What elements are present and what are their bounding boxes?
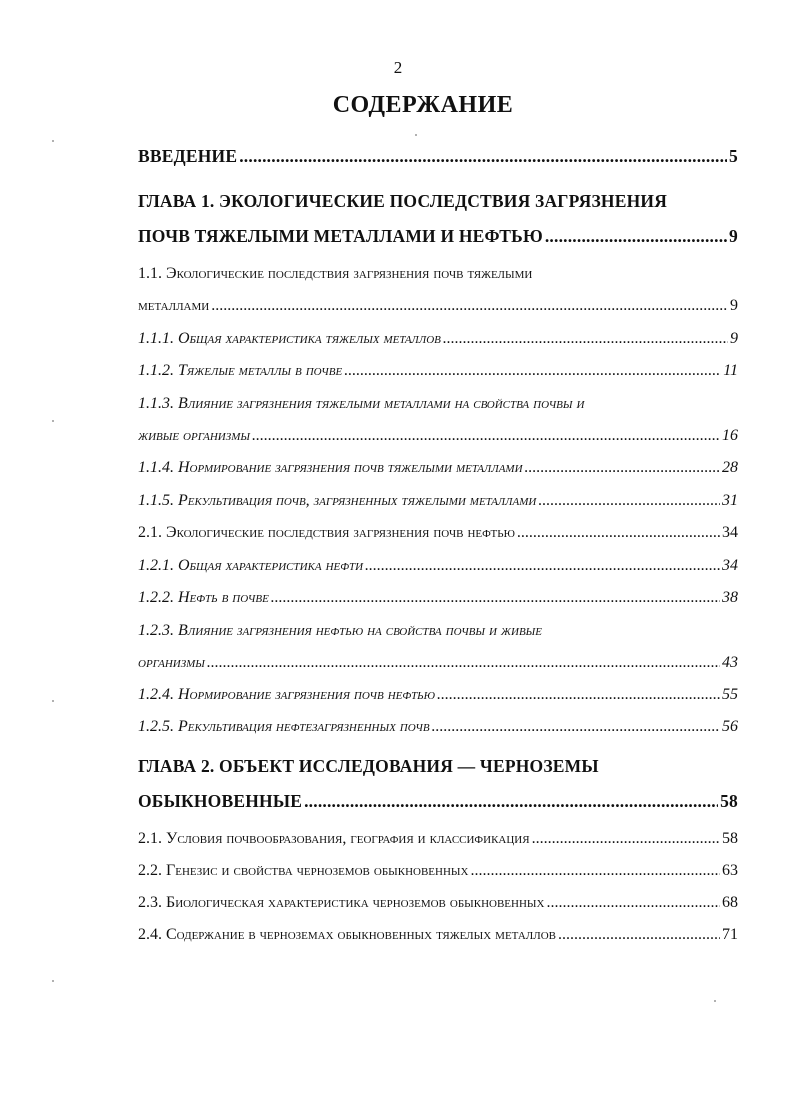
leader-dots	[470, 862, 720, 880]
toc-entry-label: металлами	[138, 297, 210, 314]
leader-dots	[437, 686, 720, 704]
scan-speck	[415, 134, 417, 136]
leader-dots	[443, 330, 728, 348]
toc-entry-1-1-3[interactable]	[138, 395, 738, 413]
toc-page-number: 9	[729, 226, 738, 246]
toc-entry-2-3[interactable]	[138, 894, 738, 912]
page-title: СОДЕРЖАНИЕ	[332, 92, 514, 118]
toc-entry-1-1-4[interactable]	[138, 459, 738, 477]
scan-speck	[714, 1000, 716, 1002]
toc-page-number: 34	[722, 557, 738, 574]
toc-entry-1-1[interactable]	[138, 265, 738, 283]
toc-page-number: 9	[730, 330, 738, 347]
toc-entry-label: организмы	[138, 654, 205, 671]
toc-entry-2-2[interactable]	[138, 862, 738, 880]
toc-page-number: 31	[722, 492, 738, 509]
toc-entry-chapter-2[interactable]	[138, 756, 738, 777]
toc-page-number: 43	[722, 654, 738, 671]
toc-page-number: 58	[722, 830, 738, 847]
page-number: 2	[393, 58, 403, 77]
toc-entry-label: 1.2.1. Общая характеристика нефти	[138, 557, 364, 574]
toc-entry-2-4[interactable]	[138, 926, 738, 944]
leader-dots	[538, 492, 720, 510]
toc-entry-label: 1.1.1. Общая характеристика тяжелых металлов	[138, 330, 441, 347]
toc-page-number: 63	[722, 862, 738, 879]
leader-dots	[304, 791, 718, 812]
leader-dots	[546, 894, 720, 912]
toc-entry-label: 2.3. Биологическая характеристика черноземов обыкновенных	[138, 894, 545, 911]
toc-entry-1-1-cont[interactable]	[138, 297, 738, 315]
toc-entry-1-1-1[interactable]	[138, 330, 738, 348]
leader-dots	[525, 459, 720, 477]
toc-entry-1-2-1[interactable]	[138, 557, 738, 575]
toc-entry-1-1-5[interactable]	[138, 492, 738, 510]
toc-entry-label: 1.1. Экологические последствия загрязнения почв тяжелыми	[138, 265, 533, 282]
toc-entry-chapter-1-cont[interactable]	[138, 226, 738, 247]
toc-page-number: 68	[722, 894, 738, 911]
leader-dots	[344, 362, 721, 380]
leader-dots	[517, 524, 720, 542]
leader-dots	[239, 146, 727, 167]
toc-entry-1-1-2[interactable]	[138, 362, 738, 380]
toc-entry-label: 1.1.5. Рекультивация почв, загрязненных тяжелыми металлами	[138, 492, 537, 509]
toc-entry-label: ГЛАВА 1. ЭКОЛОГИЧЕСКИЕ ПОСЛЕДСТВИЯ ЗАГРЯЗНЕНИЯ	[138, 191, 668, 211]
toc-entry-1-2-3[interactable]	[138, 622, 738, 640]
toc-entry-label: живые организмы	[138, 427, 250, 444]
leader-dots	[558, 926, 720, 944]
toc-entry-label: ВВЕДЕНИЕ	[138, 146, 238, 166]
toc-entry-label: 2.1. Условия почвообразования, география и классификация	[138, 830, 530, 847]
toc-entry-label: 2.2. Генезис и свойства черноземов обыкновенных	[138, 862, 469, 879]
toc-entry-label: 1.2.2. Нефть в почве	[138, 589, 269, 606]
leader-dots	[532, 830, 720, 848]
leader-dots	[365, 557, 720, 575]
leader-dots	[545, 226, 727, 247]
scan-speck	[52, 700, 54, 702]
scan-speck	[52, 980, 54, 982]
toc-entry-label: ГЛАВА 2. ОБЪЕКТ ИССЛЕДОВАНИЯ — ЧЕРНОЗЕМЫ	[138, 756, 599, 776]
leader-dots	[211, 297, 728, 315]
toc-entry-1-2-2[interactable]	[138, 589, 738, 607]
toc-page-number: 16	[722, 427, 738, 444]
toc-entry-label: ОБЫКНОВЕННЫЕ	[138, 791, 303, 811]
toc-entry-label: 2.4. Содержание в черноземах обыкновенных тяжелых металлов	[138, 926, 556, 943]
toc-entry-label: 2.1. Экологические последствия загрязнения почв нефтью	[138, 524, 515, 541]
leader-dots	[271, 589, 720, 607]
toc-entry-1-2-4[interactable]	[138, 686, 738, 704]
toc-entry-label: 1.1.4. Нормирование загрязнения почв тяжелыми металлами	[138, 459, 523, 476]
scan-speck	[52, 140, 54, 142]
toc-entry-intro[interactable]	[138, 146, 738, 167]
toc-page-number: 34	[722, 524, 738, 541]
scan-speck	[52, 420, 54, 422]
toc-entry-2-1[interactable]	[138, 830, 738, 848]
toc-entry-1-2-3-cont[interactable]	[138, 654, 738, 672]
toc-entry-1-1-3-cont[interactable]	[138, 427, 738, 445]
toc-page-number: 5	[729, 146, 738, 166]
toc-page-number: 28	[722, 459, 738, 476]
toc-entry-1-2-5[interactable]	[138, 718, 738, 736]
toc-page-number: 58	[720, 791, 738, 811]
toc-entry-label: 1.1.3. Влияние загрязнения тяжелыми металлами на свойства почвы и	[138, 395, 585, 412]
leader-dots	[432, 718, 720, 736]
leader-dots	[252, 427, 720, 445]
toc-entry-label: ПОЧВ ТЯЖЕЛЫМИ МЕТАЛЛАМИ И НЕФТЬЮ	[138, 226, 543, 246]
toc-entry-label: 1.2.3. Влияние загрязнения нефтью на свойства почвы и живые	[138, 622, 542, 639]
toc-entry-label: 1.2.5. Рекультивация нефтезагрязненных почв	[138, 718, 430, 735]
toc-entry-label: 1.1.2. Тяжелые металлы в почве	[138, 362, 343, 379]
toc-page-number: 11	[723, 362, 738, 379]
toc-entry-label: 1.2.4. Нормирование загрязнения почв нефтью	[138, 686, 436, 703]
toc-entry-chapter-1[interactable]	[138, 191, 738, 212]
toc-page-number: 71	[722, 926, 738, 943]
leader-dots	[207, 654, 720, 672]
toc-page-number: 55	[722, 686, 738, 703]
toc-entry-chapter-2-cont[interactable]	[138, 791, 738, 812]
toc-page-number: 9	[730, 297, 738, 314]
toc-page-number: 56	[722, 718, 738, 735]
toc-page-number: 38	[722, 589, 738, 606]
toc-entry-2-1-oil[interactable]	[138, 524, 738, 542]
